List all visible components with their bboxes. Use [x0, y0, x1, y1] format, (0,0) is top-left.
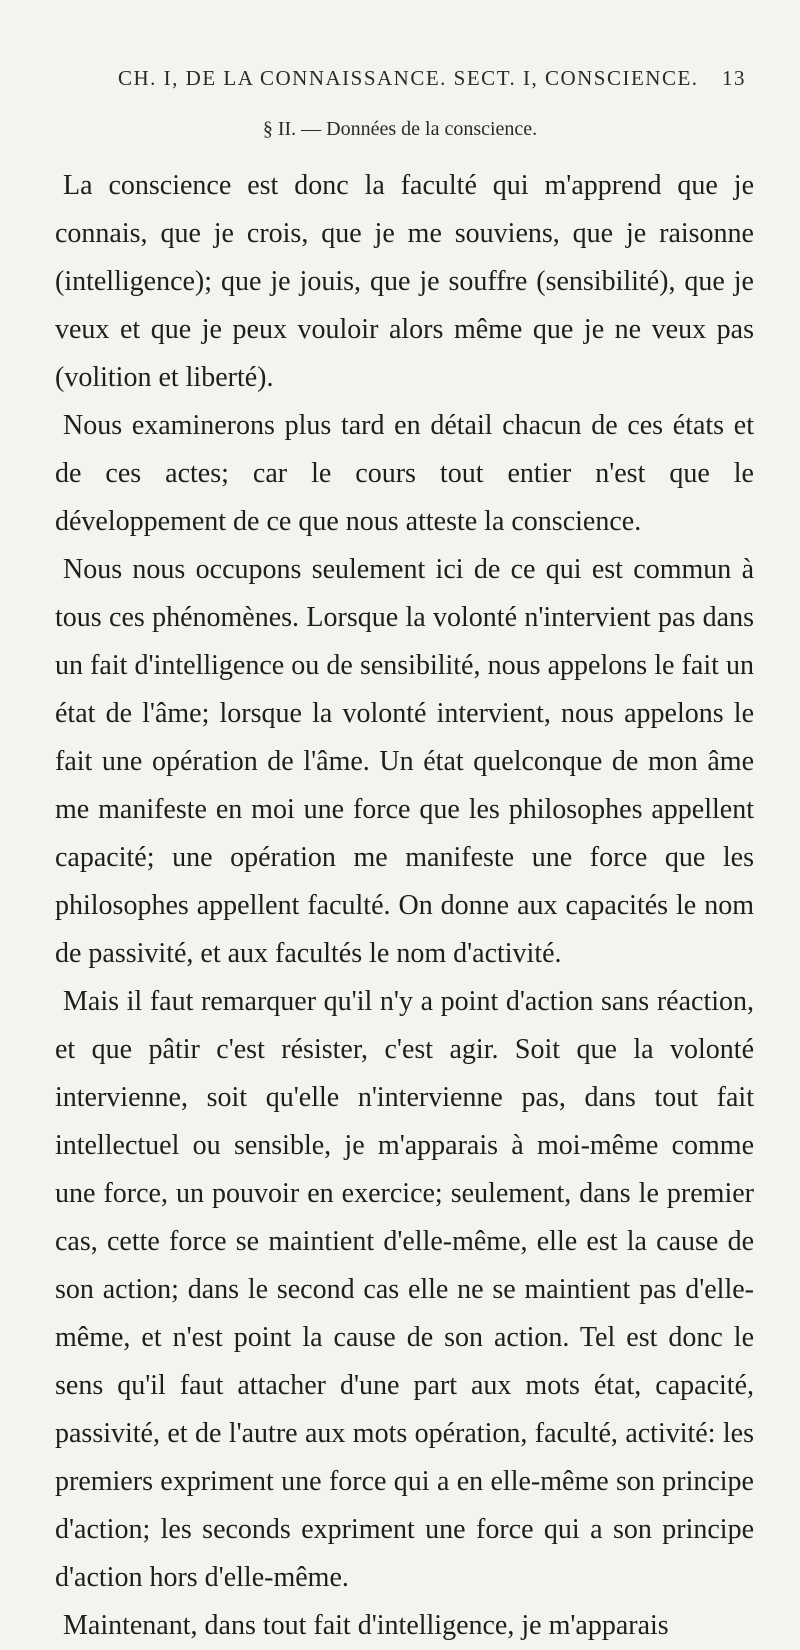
running-title: CH. I, DE LA CONNAISSANCE. SECT. I, CONSCIENCE.: [118, 66, 699, 90]
paragraph: Maintenant, dans tout fait d'intelligence, je m'apparais: [63, 1610, 669, 1641]
page-number: 13: [722, 66, 746, 90]
section-title: § II. — Données de la conscience.: [262, 118, 538, 140]
paragraph: Nous nous occupons seulement ici de ce qui est commun à tous ces phénomènes. Lorsque la volonté n'intervient pas dans un fait d'intelligence ou de sensibilité, nous appelons le fait un état de l'âme; lorsque la volonté intervient, nous appelons le fait une opération de l'âme. Un état quelconque de mon âme me manifeste en moi une force que les philosophes appellent capacité; une opération me manifeste une force que les philosophes appellent faculté. On donne aux capacités le nom de passivité, et aux facultés le nom d'activité.: [55, 554, 754, 969]
running-head: [118, 66, 746, 91]
body-text: [55, 162, 754, 1650]
paragraph: La conscience est donc la faculté qui m'apprend que je connais, que je crois, que je me souviens, que je raisonne (intelligence); que je jouis, que je souffre (sensibilité), que je veux et que je peux vouloir alors même que je ne veux pas (volition et liberté).: [55, 170, 754, 393]
paragraph: Nous examinerons plus tard en détail chacun de ces états et de ces actes; car le cours tout entier n'est que le développement de ce que nous atteste la conscience.: [55, 410, 754, 537]
paragraph: Mais il faut remarquer qu'il n'y a point d'action sans réaction, et que pâtir c'est résister, c'est agir. Soit que la volonté intervienne, soit qu'elle n'intervienne pas, dans tout fait intellectuel ou sensible, je m'apparais à moi-même comme une force, un pouvoir en exercice; seulement, dans le premier cas, cette force se maintient d'elle-même, elle est la cause de son action; dans le second cas elle ne se maintient pas d'elle-même, et n'est point la cause de son action. Tel est donc le sens qu'il faut attacher d'une part aux mots état, capacité, passivité, et de l'autre aux mots opération, faculté, activité: les premiers expriment une force qui a en elle-même son principe d'action; les seconds expriment une force qui a son principe d'action hors d'elle-même.: [55, 986, 754, 1593]
